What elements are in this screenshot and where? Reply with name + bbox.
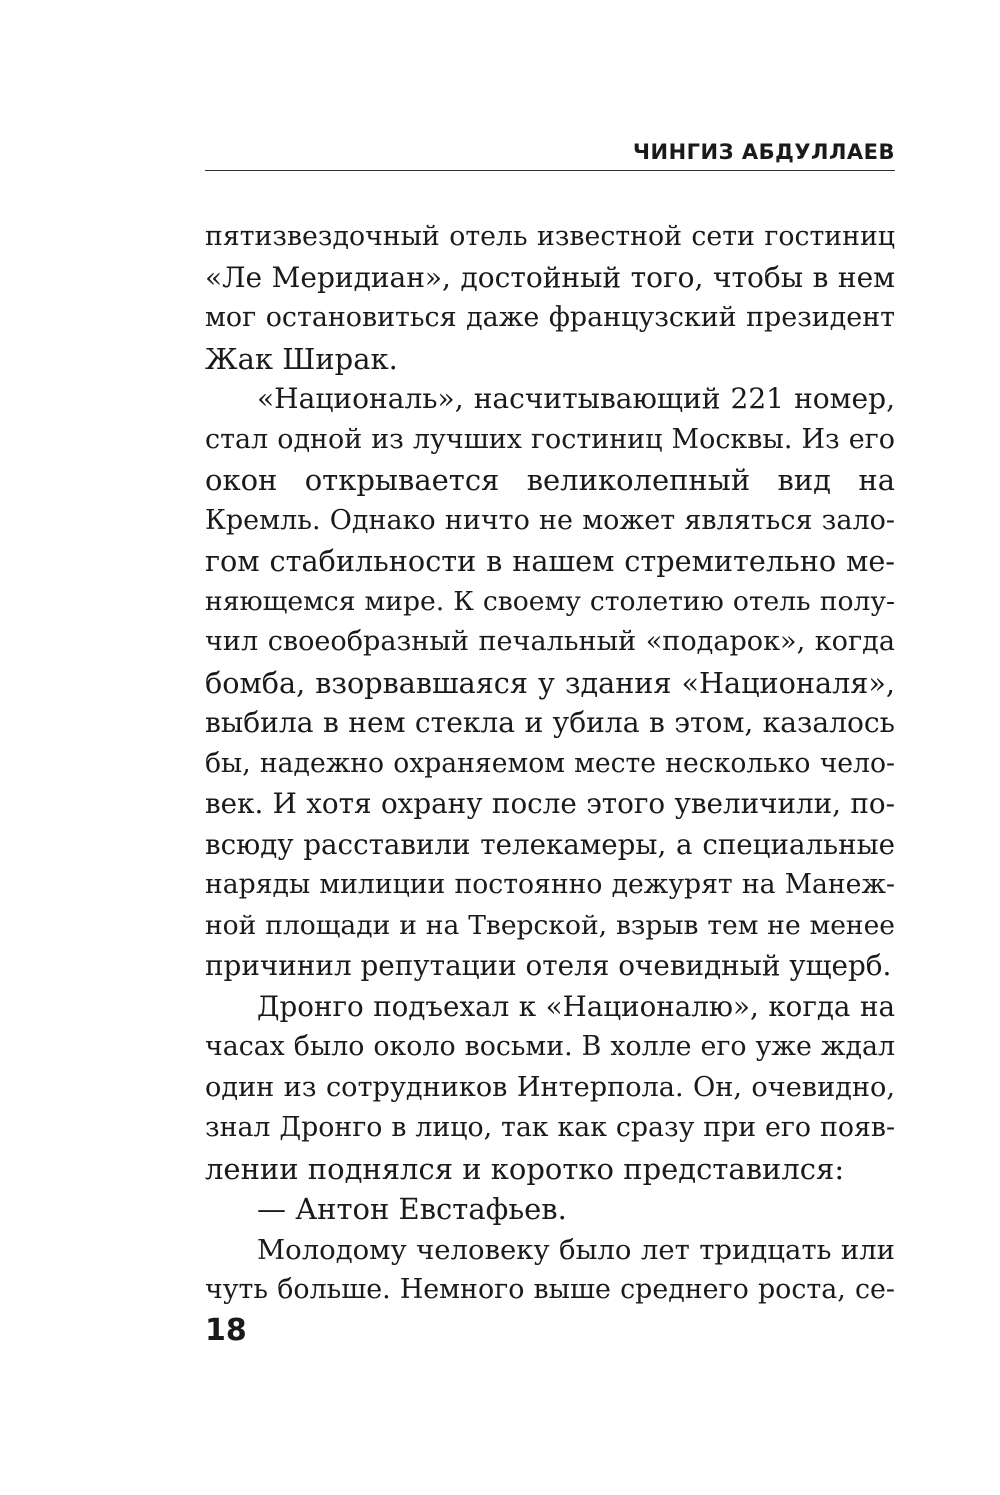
text-line: наряды милиции постоянно дежурят на Манеж- <box>205 869 895 900</box>
text-line: «Националь», насчитывающий 221 номер, <box>257 382 895 415</box>
text-line: гом стабильности в нашем стремительно ме- <box>205 544 895 578</box>
text-line: Кремль. Однако ничто не может являться зало- <box>205 504 895 536</box>
text-line: век. И хотя охрану после этого увеличили, по- <box>205 787 895 820</box>
page-number: 18 <box>205 1313 247 1348</box>
text-line: мог остановиться даже французский президент <box>205 302 895 333</box>
text-line: знал Дронго в лицо, так как сразу при его появ- <box>205 1112 895 1143</box>
running-header: ЧИНГИЗ АБДУЛЛАЕВ <box>633 140 895 164</box>
text-line: часах было около восьми. В холле его уже ждал <box>205 1031 895 1062</box>
text-line: один из сотрудников Интерпола. Он, очевидно, <box>205 1071 895 1103</box>
text-line: причинил репутации отеля очевидный ущерб. <box>205 949 892 982</box>
text-line: Жак Ширак. <box>205 341 398 376</box>
text-line: всюду расставили телекамеры, а специальные <box>205 827 895 861</box>
text-line: пятизвездочный отель известной сети гостиниц <box>205 221 895 252</box>
text-line: Дронго подъехал к «Националю», когда на <box>257 989 895 1023</box>
text-line: чил своеобразный печальный «подарок», когда <box>205 626 895 657</box>
text-line: ной площади и на Тверской, взрыв тем не менее <box>205 909 895 941</box>
text-line: няющемся мире. К своему столетию отель полу- <box>205 585 895 617</box>
text-line: — Антон Евстафьев. <box>257 1192 567 1226</box>
text-line: бомба, взорвавшаяся у здания «Националя», <box>205 665 895 700</box>
body-text <box>205 217 895 1311</box>
text-line: бы, надежно охраняемом месте несколько чело- <box>205 747 895 779</box>
text-line: чуть больше. Немного выше среднего роста, се- <box>205 1274 895 1305</box>
text-line: стал одной из лучших гостиниц Москвы. Из его <box>205 423 895 455</box>
header-rule <box>205 170 895 171</box>
text-line: «Ле Меридиан», достойный того, чтобы в нем <box>205 260 895 294</box>
text-line: выбила в нем стекла и убила в этом, казалось <box>205 706 895 739</box>
text-line: Молодому человеку было лет тридцать или <box>257 1233 895 1266</box>
text-line: лении поднялся и коротко представился: <box>205 1151 845 1186</box>
text-line: окон открывается великолепный вид на <box>205 463 895 497</box>
